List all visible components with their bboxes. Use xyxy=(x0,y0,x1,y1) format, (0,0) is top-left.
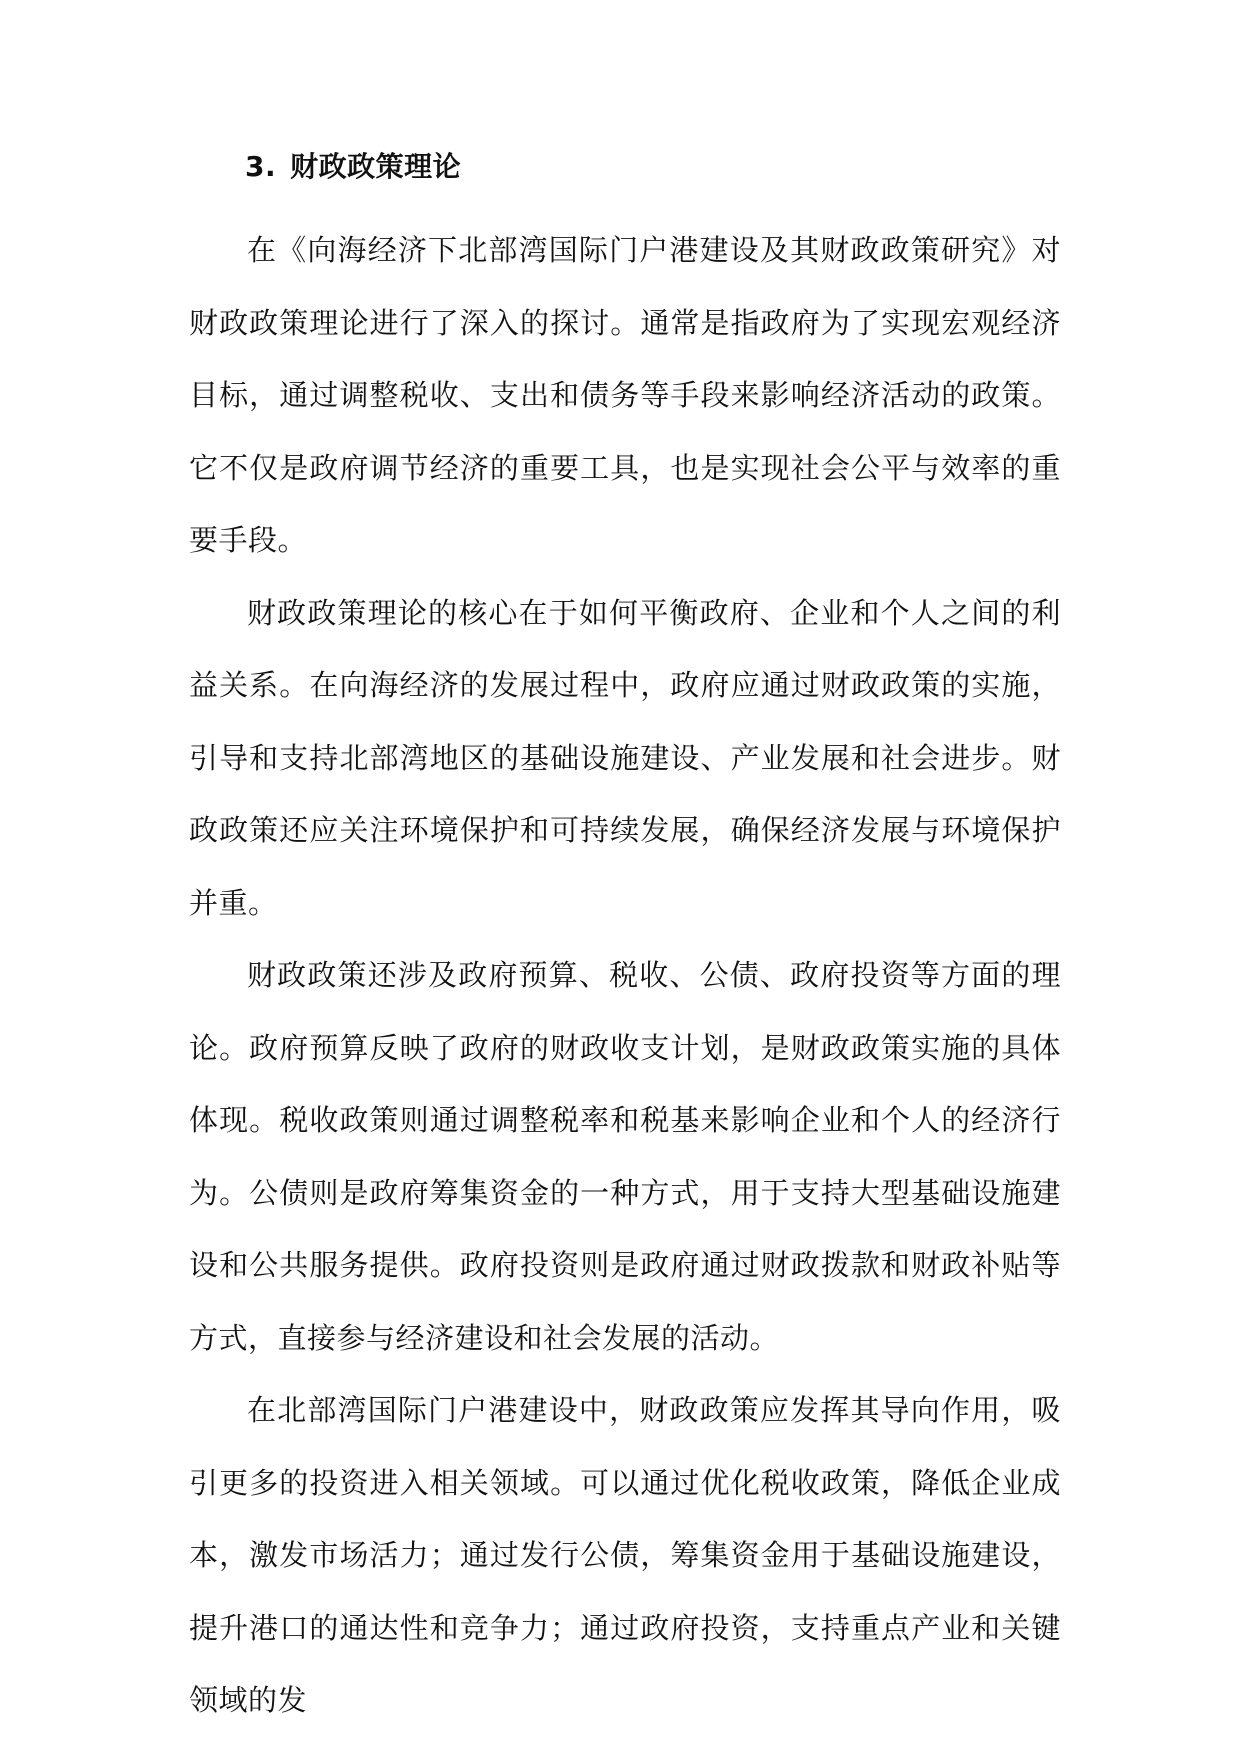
paragraph-2: 财政政策理论的核心在于如何平衡政府、企业和个人之间的利益关系。在向海经济的发展过程中，政府应通过财政政策的实施，引导和支持北部湾地区的基础设施建设、产业发展和社会进步。财政政策还应关注环境保护和可持续发展，确保经济发展与环境保护并重。 xyxy=(189,595,1061,920)
section-title: 财政政策理论 xyxy=(290,150,462,183)
paragraph-1: 在《向海经济下北部湾国际门户港建设及其财政政策研究》对财政政策理论进行了深入的探讨。通常是指政府为了实现宏观经济目标，通过调整税收、支出和债务等手段来影响经济活动的政策。它不仅是政府调节经济的重要工具，也是实现社会公平与效率的重要手段。 xyxy=(189,233,1061,557)
paragraph-3: 财政政策还涉及政府预算、税收、公债、政府投资等方面的理论。政府预算反映了政府的财政收支计划，是财政政策实施的具体体现。税收政策则通过调整税率和税基来影响企业和个人的经济行为。公债则是政府筹集资金的一种方式，用于支持大型基础设施建设和公共服务提供。政府投资则是政府通过财政拨款和财政补贴等方式，直接参与经济建设和社会发展的活动。 xyxy=(189,958,1061,1355)
section-number: 3. xyxy=(245,150,277,183)
document-body xyxy=(189,142,1061,1737)
paragraph-4: 在北部湾国际门户港建设中，财政政策应发挥其导向作用，吸引更多的投资进入相关领域。可以通过优化税收政策，降低企业成本，激发市场活力；通过发行公债，筹集资金用于基础设施建设，提升港口的通达性和竞争力；通过政府投资，支持重点产业和关键领域的发 xyxy=(189,1393,1061,1717)
section-heading xyxy=(245,142,1061,214)
